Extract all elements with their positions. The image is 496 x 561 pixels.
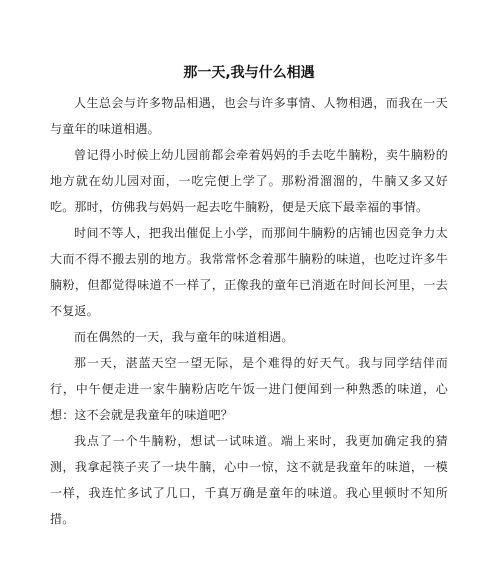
paragraph: 那一天，湛蓝天空一望无际，是个难得的好天气。我与同学结伴而行，中午便走进一家牛腩粉店吃午饭一进门便闻到一种熟悉的味道，心想：这不会就是我童年的味道吧？ (50, 356, 448, 422)
paragraph: 我点了一个牛腩粉，想试一试味道。端上来时，我更加确定我的猜测，我拿起筷子夹了一块牛腩，心中一惊，这不就是我童年的味道，一模一样，我连忙多试了几口，千真万确是童年的味道。我心里顿时不知所措。 (50, 434, 448, 526)
paragraph: 时间不等人，把我出催促上小学，而那间牛腩粉的店铺也因竞争力太大而不得不搬去别的地方。我常常怀念着那牛腩粉的味道，也吃过许多牛腩粉，但都觉得味道不一样了，正像我的童年已消逝在时间长河里，一去不复返。 (50, 226, 448, 318)
paragraph: 曾记得小时候上幼儿园前都会牵着妈妈的手去吃牛腩粉，卖牛腩粉的地方就在幼儿园对面，一吃完便上学了。那粉滑溜溜的，牛腩又多又好吃。那时，仿佛我与妈妈一起去吃牛腩粉，便是天底下最幸福的事情。 (50, 148, 448, 214)
document-title: 那一天,我与什么相遇 (183, 65, 315, 81)
paragraph: 人生总会与许多物品相遇，也会与许多事情、人物相遇，而我在一天与童年的味道相遇。 (50, 96, 448, 136)
paragraph: 而在偶然的一天，我与童年的味道相遇。 (74, 330, 294, 344)
